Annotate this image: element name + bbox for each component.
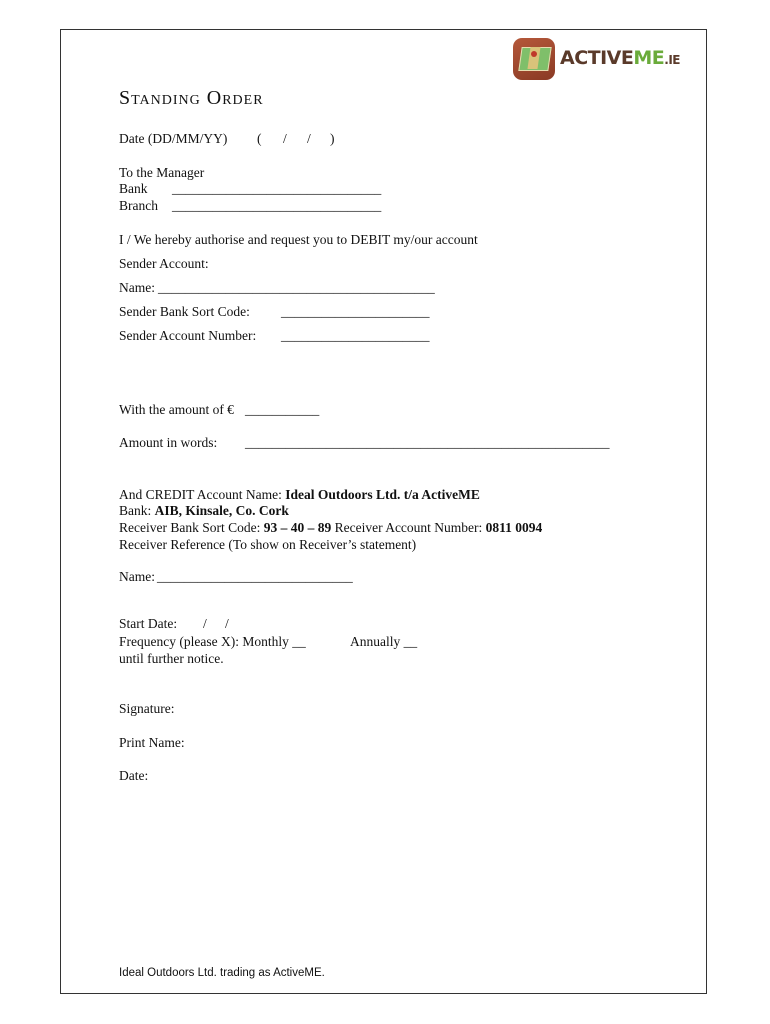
until-notice: until further notice. [119,651,224,666]
credit-account-line: And CREDIT Account Name: Ideal Outdoors Ltd. t/a ActiveME [119,487,480,502]
sender-account-heading: Sender Account: [119,256,209,271]
branch-label: Branch [119,198,158,213]
sender-name-label: Name: [119,280,155,295]
bank-label: Bank [119,181,148,196]
date-slash-2: / [307,131,311,146]
reference-name-field[interactable]: _____________________________ [157,569,353,584]
activeme-logo [513,38,680,80]
frequency-annually[interactable]: Annually __ [350,634,418,649]
amount-label: With the amount of € [119,402,234,417]
bank-field[interactable]: _______________________________ [172,181,382,196]
to-manager: To the Manager [119,165,205,180]
start-date-slash-1: / [203,616,207,631]
start-date-label: Start Date: [119,616,178,631]
account-number-field[interactable]: ______________________ [281,328,430,343]
frequency-monthly[interactable]: Frequency (please X): Monthly __ [119,634,306,649]
print-name-label: Print Name: [119,735,185,750]
signature-label: Signature: [119,701,175,716]
receiver-reference: Receiver Reference (To show on Receiver’s statement) [119,537,417,552]
account-number-label: Sender Account Number: [119,328,257,343]
start-date-slash-2: / [225,616,229,631]
sign-date-label: Date: [119,768,149,783]
receiver-details-line: Receiver Bank Sort Code: 93 – 40 – 89 Receiver Account Number: 0811 0094 [119,520,543,535]
logo-text: ACTIVEME.IE [560,47,680,69]
reference-name-label: Name: [119,569,155,584]
sort-code-label: Sender Bank Sort Code: [119,304,250,319]
footer-text: Ideal Outdoors Ltd. trading as ActiveME. [119,967,325,979]
sender-name-field[interactable]: _________________________________________ [158,280,435,295]
map-icon [513,38,555,80]
branch-field[interactable]: _______________________________ [172,198,382,213]
date-label: Date (DD/MM/YY) [119,131,228,146]
amount-words-label: Amount in words: [119,435,218,450]
amount-field[interactable]: ___________ [245,402,320,417]
sort-code-field[interactable]: ______________________ [281,304,430,319]
amount-words-field[interactable]: ______________________________________________________ [245,435,610,450]
credit-bank-line: Bank: AIB, Kinsale, Co. Cork [119,503,289,518]
date-close-paren: ) [330,131,335,146]
authorise-text: I / We hereby authorise and request you to DEBIT my/our account [119,232,478,247]
date-slash-1: / [283,131,287,146]
page-title: Standing Order [119,87,264,109]
form-page [60,29,707,994]
date-open-paren: ( [257,131,262,146]
